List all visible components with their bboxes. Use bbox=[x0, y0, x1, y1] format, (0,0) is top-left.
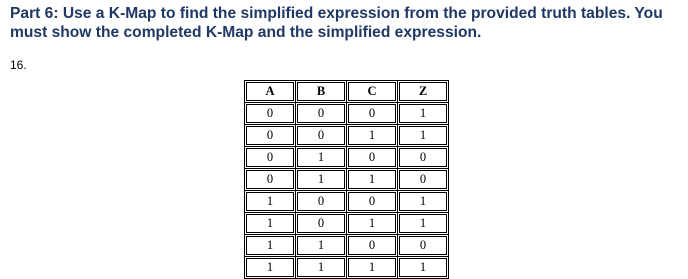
cell-a: 1 bbox=[245, 257, 296, 279]
header-b: B bbox=[296, 81, 347, 103]
cell-a: 1 bbox=[245, 191, 296, 213]
cell-a: 0 bbox=[245, 103, 296, 125]
table-row bbox=[245, 257, 449, 279]
truth-table bbox=[244, 80, 449, 279]
cell-b: 1 bbox=[296, 257, 347, 279]
table-row bbox=[245, 235, 449, 257]
cell-b: 1 bbox=[296, 147, 347, 169]
cell-b: 1 bbox=[296, 235, 347, 257]
cell-c: 0 bbox=[347, 103, 398, 125]
header-c: C bbox=[347, 81, 398, 103]
cell-c: 1 bbox=[347, 125, 398, 147]
cell-c: 0 bbox=[347, 235, 398, 257]
cell-a: 0 bbox=[245, 169, 296, 191]
cell-b: 0 bbox=[296, 191, 347, 213]
table-row bbox=[245, 213, 449, 235]
cell-z: 0 bbox=[398, 235, 449, 257]
cell-b: 0 bbox=[296, 213, 347, 235]
cell-z: 1 bbox=[398, 103, 449, 125]
cell-c: 1 bbox=[347, 169, 398, 191]
cell-z: 1 bbox=[398, 191, 449, 213]
cell-b: 1 bbox=[296, 169, 347, 191]
cell-a: 0 bbox=[245, 125, 296, 147]
cell-b: 0 bbox=[296, 103, 347, 125]
cell-a: 1 bbox=[245, 235, 296, 257]
table-row bbox=[245, 125, 449, 147]
cell-z: 1 bbox=[398, 257, 449, 279]
cell-c: 0 bbox=[347, 147, 398, 169]
problem-number: 16. bbox=[10, 58, 27, 72]
heading-line-1: Part 6: Use a K-Map to find the simplified expression from the provided truth tables. You bbox=[10, 5, 663, 22]
truth-table-header-row bbox=[245, 81, 449, 103]
table-row bbox=[245, 103, 449, 125]
part-6-heading bbox=[10, 4, 682, 42]
cell-c: 0 bbox=[347, 191, 398, 213]
cell-z: 0 bbox=[398, 147, 449, 169]
heading-line-2: must show the completed K-Map and the simplified expression. bbox=[10, 24, 482, 41]
cell-z: 1 bbox=[398, 213, 449, 235]
cell-z: 1 bbox=[398, 125, 449, 147]
table-row bbox=[245, 147, 449, 169]
header-a: A bbox=[245, 81, 296, 103]
cell-c: 1 bbox=[347, 213, 398, 235]
cell-a: 1 bbox=[245, 213, 296, 235]
table-row bbox=[245, 169, 449, 191]
cell-z: 0 bbox=[398, 169, 449, 191]
cell-a: 0 bbox=[245, 147, 296, 169]
cell-b: 0 bbox=[296, 125, 347, 147]
cell-c: 1 bbox=[347, 257, 398, 279]
header-z: Z bbox=[398, 81, 449, 103]
table-row bbox=[245, 191, 449, 213]
